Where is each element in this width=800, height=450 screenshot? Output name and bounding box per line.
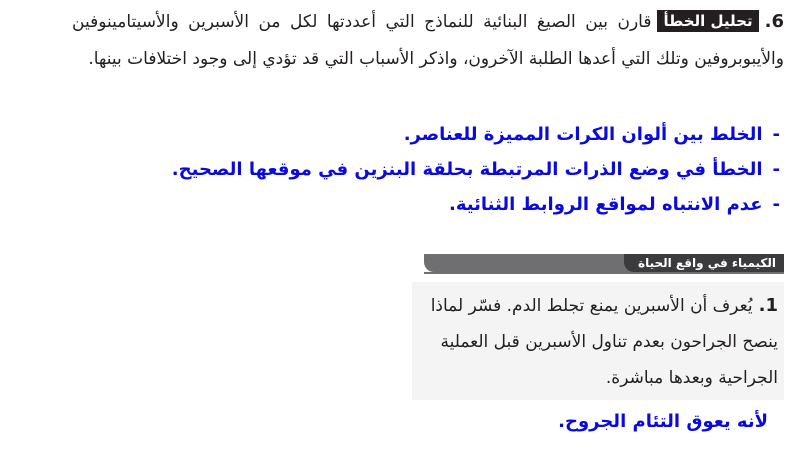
section-divider	[424, 272, 784, 274]
error-analysis-badge: تحليل الخطأ	[657, 10, 758, 32]
question-1-answer: لأنه يعوق التئام الجروح.	[558, 411, 768, 432]
answer-item	[60, 187, 780, 222]
answer-item	[60, 152, 780, 187]
question-text: يُعرف أن الأسبرين يمنع تجلط الدم. فسّر لماذا ينصح الجراحون بعدم تناول الأسبرين قبل العملية الجراحية وبعدها مباشرة.	[430, 296, 778, 388]
section-title: الكيمياء في واقع الحياة	[624, 254, 784, 272]
question-1	[422, 288, 778, 396]
answer-text: الخلط بين ألوان الكرات المميزة للعناصر.	[403, 124, 763, 145]
question-6	[72, 3, 784, 78]
bullet-dash: -	[772, 124, 780, 145]
answer-list	[60, 117, 780, 222]
section-header-bar	[424, 254, 784, 272]
bullet-dash: -	[772, 159, 780, 180]
question-text: قارن بين الصيغ البنائية للنماذج التي أعددتها لكل من الأسبرين والأسيتامينوفين والأيبوبروفين وتلك التي أعدها الطلبة الآخرون، واذكر الأسباب التي قد تؤدي إلى وجود اختلافات بينها.	[72, 12, 784, 69]
answer-text: الخطأ في وضع الذرات المرتبطة بحلقة البنزين في موقعها الصحيح.	[171, 159, 763, 180]
question-number: 1.	[758, 295, 778, 316]
answer-item	[60, 117, 780, 152]
question-1-panel	[412, 282, 784, 400]
answer-text: عدم الانتباه لمواقع الروابط الثنائية.	[449, 194, 763, 215]
question-number: 6.	[764, 11, 784, 32]
bullet-dash: -	[772, 194, 780, 215]
